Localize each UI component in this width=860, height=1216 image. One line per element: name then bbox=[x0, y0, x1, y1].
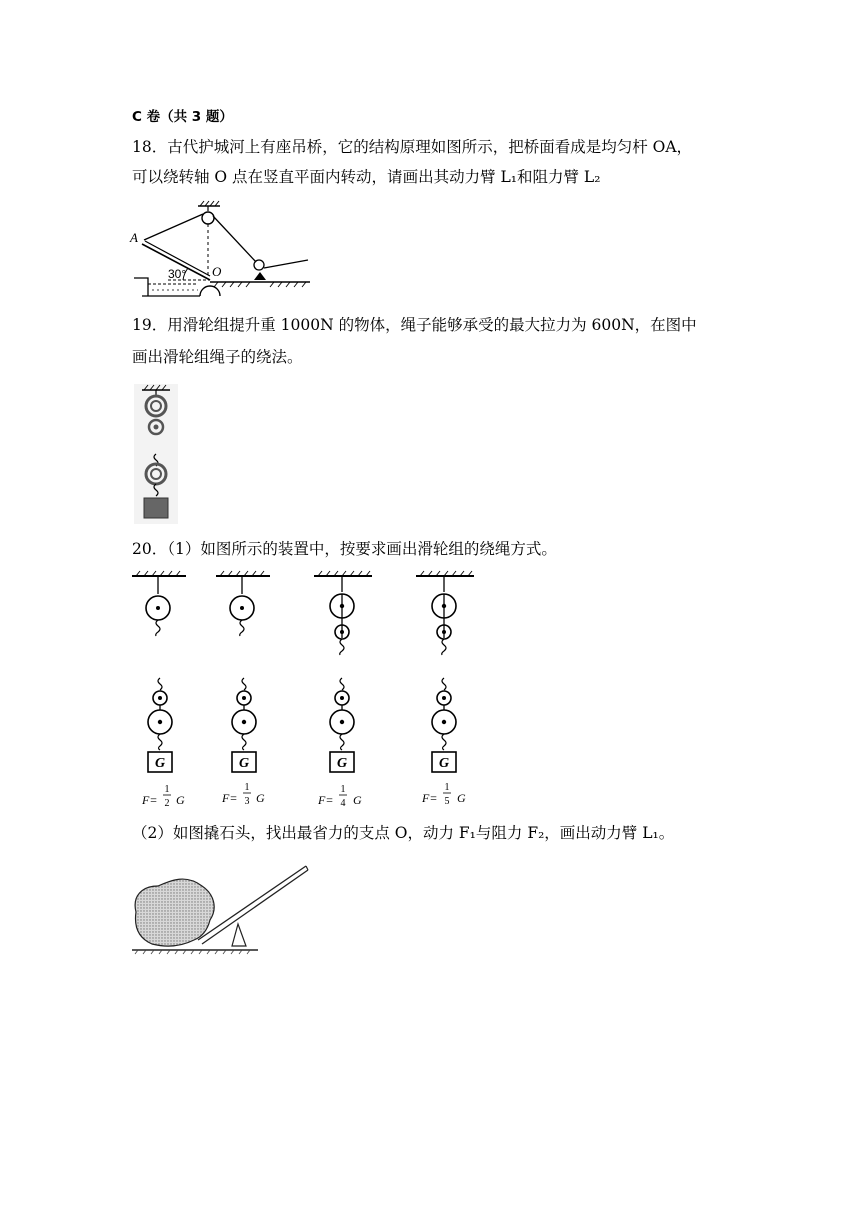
force-formula-3 bbox=[317, 784, 362, 809]
force-formula-1 bbox=[141, 784, 185, 809]
svg-text:2: 2 bbox=[164, 798, 170, 809]
force-formula-2 bbox=[221, 782, 265, 807]
fixed-pulley-1 bbox=[132, 571, 186, 636]
q18-line2: 可以绕转轴 O 点在竖直平面内转动，请画出其动力臂 L₁和阻力臂 L₂ bbox=[132, 168, 601, 186]
svg-text:1: 1 bbox=[164, 784, 170, 795]
weight-label-1: G bbox=[154, 756, 166, 771]
movable-pulley-3 bbox=[330, 678, 354, 772]
rock-lever-figure bbox=[128, 856, 318, 960]
weight-label-3: G bbox=[336, 756, 348, 771]
section-header: C 卷（共 3 题） bbox=[132, 109, 233, 125]
q20-part2: （2）如图撬石头，找出最省力的支点 O，动力 F₁与阻力 F₂，画出动力臂 L₁。 bbox=[132, 824, 675, 842]
label-A: A bbox=[130, 230, 138, 245]
svg-text:G: G bbox=[256, 791, 265, 805]
drawbridge-figure bbox=[128, 196, 318, 304]
q20-part1: 20．（1）如图所示的装置中，按要求画出滑轮组的绕绳方式。 bbox=[132, 540, 557, 558]
weight-label-4: G bbox=[438, 756, 450, 771]
fixed-pulley-4 bbox=[416, 571, 474, 655]
label-O: O bbox=[212, 264, 222, 279]
svg-text:1: 1 bbox=[244, 782, 250, 793]
svg-text:F=: F= bbox=[318, 793, 334, 807]
svg-text:G: G bbox=[457, 791, 466, 805]
q19-pulley-figure bbox=[132, 384, 180, 524]
movable-pulley-1 bbox=[148, 678, 172, 772]
movable-pulley-2 bbox=[232, 678, 256, 772]
svg-text:F=: F= bbox=[422, 791, 438, 805]
svg-text:F=: F= bbox=[222, 791, 238, 805]
q19-line1: 19．用滑轮组提升重 1000N 的物体，绳子能够承受的最大拉力为 600N，在图中 bbox=[132, 316, 697, 334]
label-angle: 30° bbox=[168, 267, 187, 281]
svg-text:1: 1 bbox=[444, 782, 450, 793]
svg-text:5: 5 bbox=[444, 796, 450, 807]
q20-movable-pulleys bbox=[126, 676, 486, 810]
svg-text:1: 1 bbox=[340, 784, 346, 795]
svg-text:3: 3 bbox=[244, 796, 250, 807]
svg-text:G: G bbox=[176, 793, 185, 807]
q18-line1: 18．古代护城河上有座吊桥，它的结构原理如图所示，把桥面看成是均匀杆 OA， bbox=[132, 138, 693, 156]
q19-line2: 画出滑轮组绳子的绕法。 bbox=[132, 348, 303, 366]
svg-text:4: 4 bbox=[340, 798, 346, 809]
force-formula-4 bbox=[421, 782, 466, 807]
svg-text:G: G bbox=[353, 793, 362, 807]
weight-label-2: G bbox=[238, 756, 250, 771]
svg-text:F=: F= bbox=[142, 793, 158, 807]
movable-pulley-group bbox=[148, 678, 456, 772]
rock-shape bbox=[135, 879, 214, 946]
movable-pulley-4 bbox=[432, 678, 456, 772]
q20-fixed-pulleys bbox=[126, 570, 486, 660]
fixed-pulley-2 bbox=[216, 571, 270, 636]
fixed-pulley-3 bbox=[314, 571, 372, 655]
